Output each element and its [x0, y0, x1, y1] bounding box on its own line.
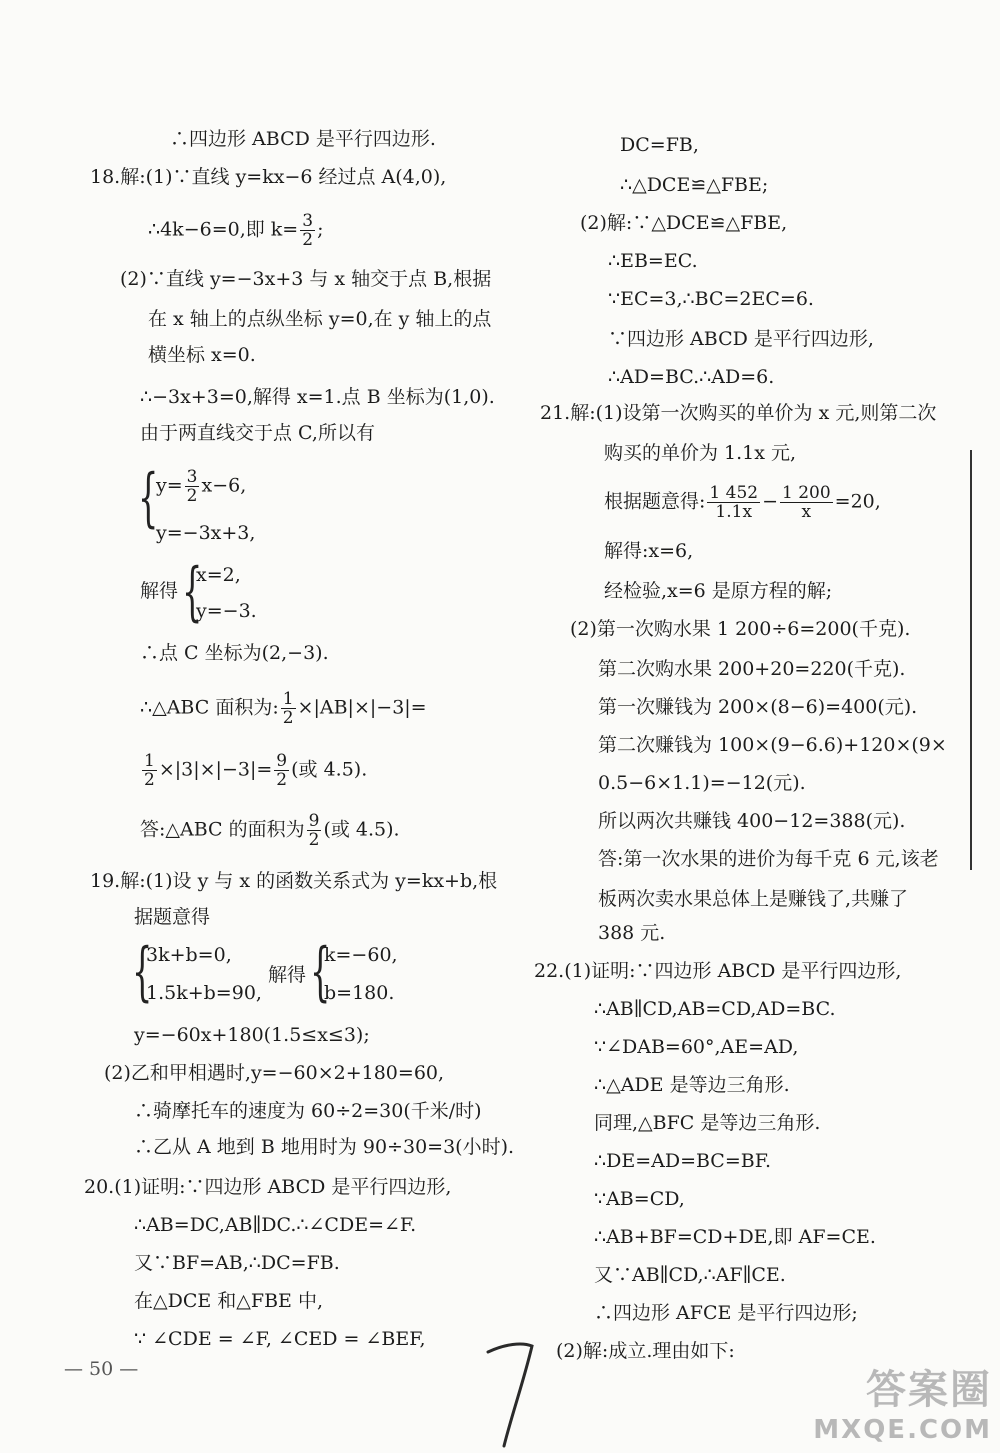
text-line: 同理,△BFC 是等边三角形.	[594, 1112, 821, 1134]
text-part: y=	[156, 474, 183, 497]
text-line: 经检验,x=6 是原方程的解;	[604, 580, 833, 602]
text-line: ∵AB=CD,	[594, 1188, 685, 1210]
text-line: ∵ ∠CDE = ∠F, ∠CED = ∠BEF,	[134, 1328, 426, 1350]
text-line: (2)解:成立.理由如下:	[556, 1340, 735, 1362]
text-part: ×|3|×|−3|=	[158, 758, 273, 781]
numerator: 1 200	[782, 483, 831, 503]
equation-brace: {	[132, 935, 153, 1009]
fraction	[185, 468, 200, 505]
fraction	[142, 752, 157, 789]
numerator: 3	[302, 211, 314, 231]
text-part: ∴△ABC 面积为:	[140, 696, 279, 719]
fraction	[780, 484, 833, 521]
text-line: 第二次赚钱为 100×(9−6.6)+120×(9×	[598, 734, 947, 756]
text-line: (2)∵直线 y=−3x+3 与 x 轴交于点 B,根据	[120, 268, 492, 290]
text-line: (2)解:∵△DCE≌△FBE,	[580, 212, 788, 234]
text-line: 又∵BF=AB,∴DC=FB.	[134, 1252, 340, 1274]
text-part: x−6,	[201, 474, 247, 497]
denominator: 2	[144, 770, 155, 790]
text-line: ∴−3x+3=0,解得 x=1.点 B 坐标为(1,0).	[140, 386, 495, 408]
text-part: 答:△ABC 的面积为	[140, 818, 305, 841]
text-line: 答:第一次水果的进价为每千克 6 元,该老	[598, 848, 939, 870]
text-line: ∴四边形 ABCD 是平行四边形.	[170, 128, 436, 150]
problem-19-heading: 19.解:(1)设 y 与 x 的函数关系式为 y=kx+b,根	[90, 870, 498, 892]
text-line: ∴四边形 AFCE 是平行四边形;	[594, 1302, 858, 1324]
denominator: 2	[282, 708, 294, 728]
problem-21-heading: 21.解:(1)设第一次购买的单价为 x 元,则第二次	[540, 402, 937, 424]
text-line: 横坐标 x=0.	[148, 344, 256, 366]
watermark-top: 答案圈	[866, 1367, 992, 1413]
text-line: ∵∠DAB=60°,AE=AD,	[594, 1036, 799, 1058]
solution-1: k=−60,	[324, 944, 398, 966]
denominator: 2	[276, 770, 288, 790]
text-line: ∴乙从 A 地到 B 地用时为 90÷30=3(小时).	[134, 1136, 515, 1158]
numerator: 9	[276, 751, 288, 771]
text-line: ∴△ADE 是等边三角形.	[594, 1074, 790, 1096]
system-equation-1: 3k+b=0,	[146, 944, 232, 966]
numerator: 1	[144, 751, 155, 771]
text-part: −	[762, 490, 778, 513]
text-line: 388 元.	[598, 922, 666, 944]
text-line: ∴△DCE≌△FBE;	[620, 174, 769, 196]
fraction	[281, 690, 296, 727]
fraction	[274, 752, 289, 789]
solution-2: b=180.	[324, 982, 395, 1004]
numerator: 1 452	[709, 483, 759, 503]
problem-22-heading: 22.(1)证明:∵四边形 ABCD 是平行四边形,	[534, 960, 902, 982]
text-line	[140, 690, 427, 727]
text-line: DC=FB,	[620, 134, 699, 156]
numerator: 9	[308, 811, 320, 831]
text-line: ∴EB=EC.	[608, 250, 698, 272]
text-line: ∵四边形 ABCD 是平行四边形,	[608, 328, 874, 350]
fraction	[707, 484, 760, 521]
text-line: 所以两次共赚钱 400−12=388(元).	[598, 810, 906, 832]
text-line: 解得:x=6,	[604, 540, 694, 562]
text-line: y=−60x+180(1.5≤x≤3);	[134, 1024, 370, 1046]
text-line: ∴骑摩托车的速度为 60÷2=30(千米/时)	[134, 1100, 482, 1122]
text-line: ∴DE=AD=BC=BF.	[594, 1150, 771, 1172]
solution-label: 解得	[140, 580, 179, 602]
text-line: 又∵AB∥CD,∴AF∥CE.	[594, 1264, 786, 1286]
text-line: (2)乙和甲相遇时,y=−60×2+180=60,	[104, 1062, 445, 1084]
text-line: 第二次购水果 200+20=220(千克).	[598, 658, 906, 680]
text-line	[604, 484, 881, 521]
denominator: 1.1x	[715, 502, 753, 522]
problem-18-heading: 18.解:(1)∵直线 y=kx−6 经过点 A(4,0),	[90, 166, 447, 188]
text-line: ∴AB∥CD,AB=CD,AD=BC.	[594, 998, 836, 1020]
denominator: x	[801, 502, 812, 522]
denominator: 2	[186, 486, 198, 506]
text-line: ∴AB=DC,AB∥DC.∴∠CDE=∠F.	[134, 1214, 417, 1236]
solution-2: y=−3.	[196, 600, 257, 622]
numerator: 1	[282, 689, 294, 709]
solution-brace: {	[310, 935, 331, 1009]
text-line	[140, 752, 367, 789]
handwritten-seven-mark	[480, 1330, 540, 1450]
numerator: 3	[186, 467, 198, 487]
fraction	[300, 212, 315, 249]
text-part: ;	[317, 218, 324, 241]
text-line: ∵EC=3,∴BC=2EC=6.	[608, 288, 814, 310]
text-line: 在 x 轴上的点纵坐标 y=0,在 y 轴上的点	[148, 308, 492, 330]
solution-label: 解得	[268, 964, 307, 986]
text-part: 根据题意得:	[604, 490, 706, 513]
text-line: 在△DCE 和△FBE 中,	[134, 1290, 323, 1312]
solution-1: x=2,	[196, 564, 241, 586]
text-line: ∴AB+BF=CD+DE,即 AF=CE.	[594, 1226, 876, 1248]
text-line: 板两次卖水果总体上是赚钱了,共赚了	[598, 888, 909, 910]
watermark-url: MXQE.COM	[813, 1415, 992, 1445]
fraction	[307, 812, 322, 849]
text-line	[148, 212, 323, 249]
scan-edge-line	[965, 450, 977, 870]
text-part: ×|AB|×|−3|=	[297, 696, 427, 719]
text-line: 0.5−6×1.1)=−12(元).	[598, 772, 806, 794]
text-line: (2)第一次购水果 1 200÷6=200(千克).	[570, 618, 911, 640]
answer-line	[140, 812, 400, 849]
denominator: 2	[302, 230, 314, 250]
problem-20-heading: 20.(1)证明:∵四边形 ABCD 是平行四边形,	[84, 1176, 452, 1198]
text-part: (或 4.5).	[323, 818, 400, 841]
text-line: ∴点 C 坐标为(2,−3).	[140, 642, 329, 664]
denominator: 2	[308, 830, 320, 850]
system-equation-1	[156, 468, 246, 505]
text-line: 第一次赚钱为 200×(8−6)=400(元).	[598, 696, 918, 718]
text-part: ∴4k−6=0,即 k=	[148, 218, 299, 241]
text-line: 购买的单价为 1.1x 元,	[604, 442, 797, 464]
text-line: 据题意得	[134, 906, 211, 928]
system-equation-2: y=−3x+3,	[156, 522, 256, 544]
solution-brace: {	[182, 555, 203, 629]
watermark-logo	[813, 1358, 992, 1445]
equation-brace: {	[138, 461, 159, 535]
page-number: — 50 —	[64, 1358, 139, 1380]
text-part: (或 4.5).	[291, 758, 368, 781]
system-equation-2: 1.5k+b=90,	[146, 982, 262, 1004]
text-part: =20,	[834, 490, 881, 513]
text-line: 由于两直线交于点 C,所以有	[140, 422, 375, 444]
text-line: ∴AD=BC.∴AD=6.	[608, 366, 775, 388]
